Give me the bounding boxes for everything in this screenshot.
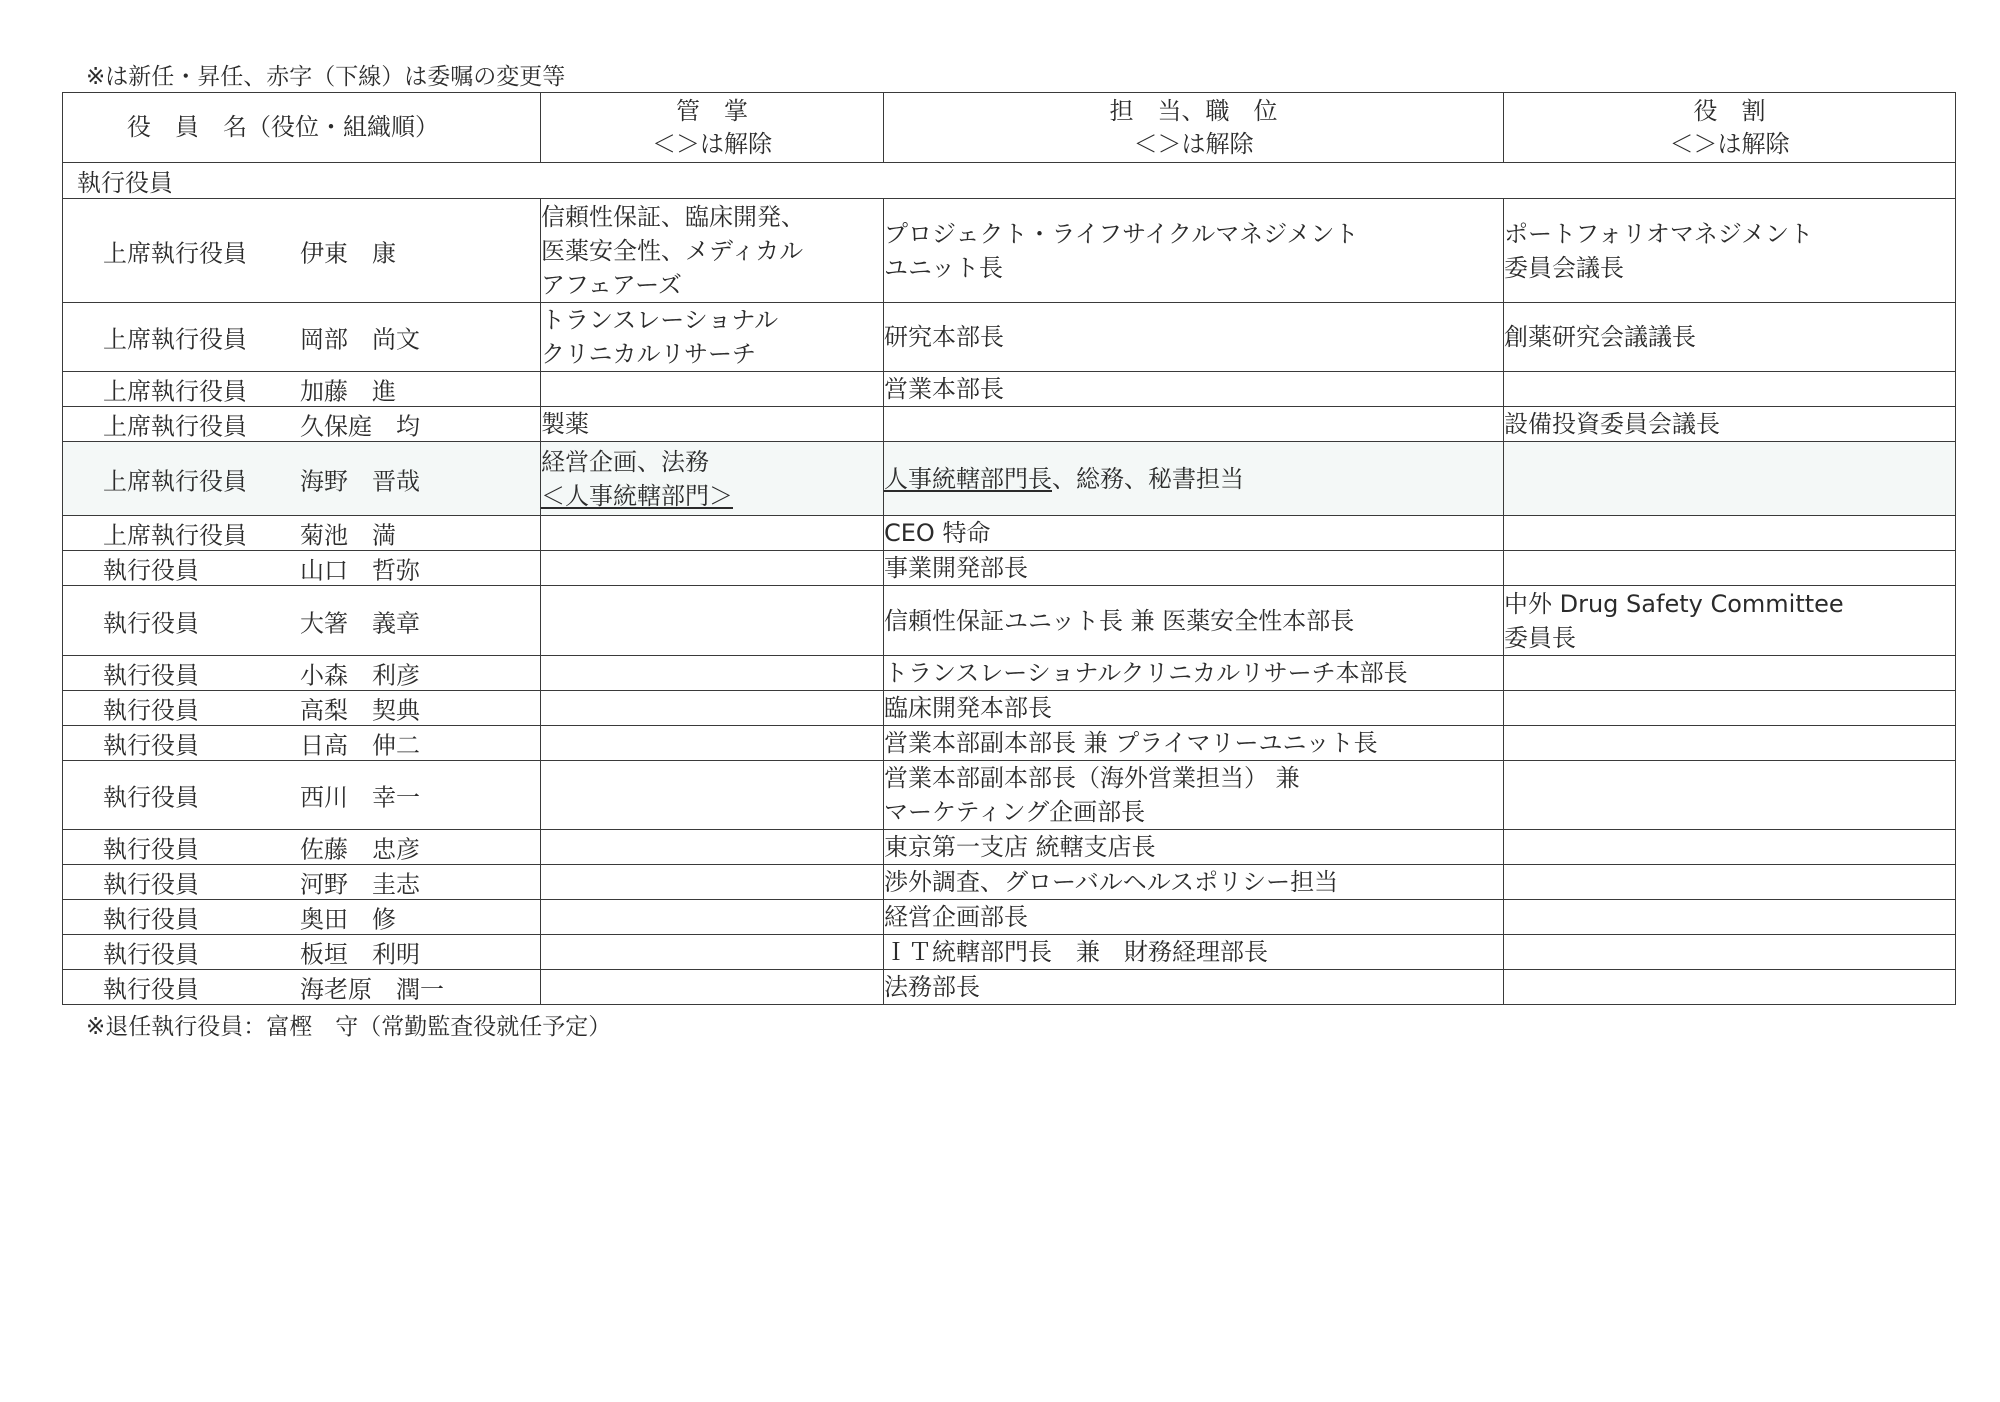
yakuwari-cell: 中外 Drug Safety Committee 委員長: [1504, 586, 1956, 656]
officer-name: 大箸 義章: [300, 609, 420, 637]
table-row: [63, 691, 1956, 726]
officer-cell: [63, 303, 541, 372]
officer-cell: [63, 656, 541, 691]
officer-position: 上席執行役員: [103, 325, 247, 354]
kansho-cell: [541, 726, 884, 761]
table-row: [63, 900, 1956, 935]
table-row: [63, 761, 1956, 830]
officer-name: 岡部 尚文: [300, 325, 420, 354]
table-row: [63, 303, 1956, 372]
officer-name: 伊東 康: [300, 239, 396, 267]
table-row: [63, 372, 1956, 407]
kansho-cell: [541, 656, 884, 691]
yakuwari-cell: [1504, 761, 1956, 830]
table-row: [63, 935, 1956, 970]
kansho-cell: [541, 900, 884, 935]
retirement-note: ※退任執行役員：富樫 守（常勤監査役就任予定）: [86, 1014, 612, 1040]
yakuwari-cell: [1504, 900, 1956, 935]
officer-position: 執行役員: [103, 696, 199, 725]
officer-name: 海野 晋哉: [300, 467, 420, 495]
tanto-cell: 営業本部副本部長 兼 プライマリーユニット長: [884, 726, 1504, 761]
tanto-cell: 営業本部長: [884, 372, 1504, 407]
officer-name: 板垣 利明: [300, 940, 420, 969]
yakuwari-cell: [1504, 691, 1956, 726]
table-row: [63, 586, 1956, 656]
kansho-cell: 経営企画、法務 ＜人事統轄部門＞: [541, 442, 884, 516]
header-kansho-title: 管 掌: [676, 96, 748, 125]
kansho-cell: [541, 372, 884, 407]
yakuwari-cell: [1504, 970, 1956, 1005]
kansho-cell: [541, 865, 884, 900]
tanto-cell: ＩＴ統轄部門長 兼 財務経理部長: [884, 935, 1504, 970]
yakuwari-cell: [1504, 372, 1956, 407]
officer-position: 執行役員: [103, 661, 199, 690]
officer-cell: [63, 865, 541, 900]
officer-cell: [63, 726, 541, 761]
header-yakuwari: [1504, 93, 1956, 163]
header-tanto: [884, 93, 1504, 163]
officer-name: 加藤 進: [300, 377, 396, 406]
officer-cell: [63, 407, 541, 442]
table-row: [63, 551, 1956, 586]
kansho-cell: [541, 586, 884, 656]
section-row: [63, 163, 1956, 199]
legend-note: ※は新任・昇任、赤字（下線）は委嘱の変更等: [86, 64, 566, 90]
tanto-cell: 渉外調査、グローバルヘルスポリシー担当: [884, 865, 1504, 900]
table-row: [63, 830, 1956, 865]
tanto-cell: トランスレーショナルクリニカルリサーチ本部長: [884, 656, 1504, 691]
yakuwari-cell: [1504, 830, 1956, 865]
officer-name: 海老原 潤一: [300, 975, 444, 1004]
kansho-cell: トランスレーショナル クリニカルリサーチ: [541, 303, 884, 372]
officer-position: 上席執行役員: [103, 377, 247, 406]
header-yakuwari-sub: ＜＞は解除: [1669, 129, 1790, 158]
table-row: [63, 516, 1956, 551]
officer-position: 上席執行役員: [103, 412, 247, 441]
officer-name: 佐藤 忠彦: [300, 835, 420, 864]
yakuwari-cell: 設備投資委員会議長: [1504, 407, 1956, 442]
officer-cell: [63, 935, 541, 970]
released-kansho: ＜人事統轄部門＞: [541, 481, 733, 510]
table-row: [63, 865, 1956, 900]
tanto-cell: 営業本部副本部長（海外営業担当） 兼 マーケティング企画部長: [884, 761, 1504, 830]
changed-assignment: 人事統轄部門長: [884, 464, 1052, 493]
officer-name: 西川 幸一: [300, 783, 420, 812]
officer-position: 執行役員: [103, 731, 199, 760]
tanto-cell: 信頼性保証ユニット長 兼 医薬安全性本部長: [884, 586, 1504, 656]
officer-position: 上席執行役員: [103, 467, 247, 495]
header-tanto-title: 担 当、職 位: [1109, 96, 1278, 125]
officer-position: 上席執行役員: [103, 521, 247, 550]
officer-position: 上席執行役員: [103, 239, 247, 267]
tanto-cell: 研究本部長: [884, 303, 1504, 372]
officer-position: 執行役員: [103, 940, 199, 969]
table-row: [63, 726, 1956, 761]
yakuwari-cell: [1504, 726, 1956, 761]
table-row: [63, 442, 1956, 516]
header-officer-name: 役 員 名（役位・組織順）: [63, 93, 541, 163]
officer-name: 高梨 契典: [300, 696, 420, 725]
yakuwari-cell: ポートフォリオマネジメント 委員会議長: [1504, 199, 1956, 303]
officer-cell: [63, 691, 541, 726]
yakuwari-cell: [1504, 865, 1956, 900]
table-row: [63, 656, 1956, 691]
officer-position: 執行役員: [103, 609, 199, 637]
yakuwari-cell: [1504, 551, 1956, 586]
section-label: 執行役員: [63, 163, 1956, 199]
header-tanto-sub: ＜＞は解除: [1133, 129, 1254, 158]
officer-name: 奥田 修: [300, 905, 396, 934]
officer-position: 執行役員: [103, 870, 199, 899]
tanto-cell: プロジェクト・ライフサイクルマネジメント ユニット長: [884, 199, 1504, 303]
header-yakuwari-title: 役 割: [1693, 96, 1766, 125]
kansho-cell: [541, 691, 884, 726]
officer-cell: [63, 586, 541, 656]
yakuwari-cell: [1504, 442, 1956, 516]
officer-name: 日高 伸二: [300, 731, 420, 760]
officer-cell: [63, 372, 541, 407]
officer-cell: [63, 442, 541, 516]
kansho-cell: [541, 830, 884, 865]
officer-position: 執行役員: [103, 835, 199, 864]
officer-cell: [63, 970, 541, 1005]
kansho-cell: [541, 516, 884, 551]
header-kansho: [541, 93, 884, 163]
officer-cell: [63, 900, 541, 935]
yakuwari-cell: 創薬研究会議議長: [1504, 303, 1956, 372]
officer-position: 執行役員: [103, 783, 199, 812]
kansho-cell: 製薬: [541, 407, 884, 442]
kansho-cell: [541, 761, 884, 830]
officer-name: 山口 哲弥: [300, 556, 420, 585]
tanto-cell: CEO 特命: [884, 516, 1504, 551]
officer-cell: [63, 516, 541, 551]
tanto-cell: 法務部長: [884, 970, 1504, 1005]
table-header-row: [63, 93, 1956, 163]
officer-cell: [63, 199, 541, 303]
kansho-cell: [541, 970, 884, 1005]
kansho-cell: [541, 935, 884, 970]
officer-cell: [63, 761, 541, 830]
tanto-cell: [884, 407, 1504, 442]
tanto-cell: 東京第一支店 統轄支店長: [884, 830, 1504, 865]
officer-name: 久保庭 均: [300, 412, 420, 441]
officer-position: 執行役員: [103, 975, 199, 1004]
officer-cell: [63, 551, 541, 586]
yakuwari-cell: [1504, 935, 1956, 970]
officer-name: 河野 圭志: [300, 870, 420, 899]
kansho-cell: 信頼性保証、臨床開発、 医薬安全性、メディカル アフェアーズ: [541, 199, 884, 303]
kansho-cell: [541, 551, 884, 586]
tanto-cell: 事業開発部長: [884, 551, 1504, 586]
table-row: [63, 970, 1956, 1005]
tanto-cell: 人事統轄部門長、総務、秘書担当: [884, 442, 1504, 516]
table-row: [63, 199, 1956, 303]
officer-position: 執行役員: [103, 556, 199, 585]
officer-position: 執行役員: [103, 905, 199, 934]
officer-cell: [63, 830, 541, 865]
officer-name: 小森 利彦: [300, 661, 420, 690]
tanto-cell: 臨床開発本部長: [884, 691, 1504, 726]
table-row: [63, 407, 1956, 442]
header-kansho-sub: ＜＞は解除: [652, 129, 772, 158]
yakuwari-cell: [1504, 516, 1956, 551]
yakuwari-cell: [1504, 656, 1956, 691]
tanto-cell: 経営企画部長: [884, 900, 1504, 935]
officer-name: 菊池 満: [300, 521, 396, 550]
officer-table: [62, 92, 1956, 1005]
